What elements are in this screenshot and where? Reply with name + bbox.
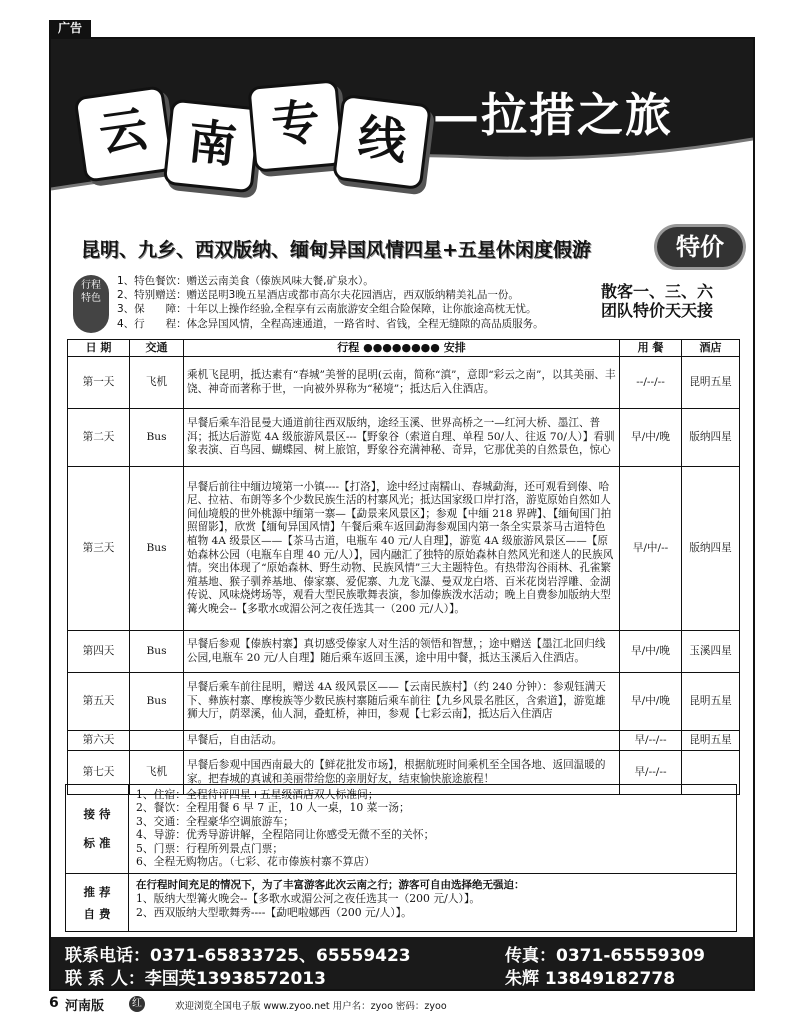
transport-cell [130, 731, 184, 751]
optional-item: 2、西双版纳大型歌舞秀----【勐吧啦娜西（200 元/人）】。 [136, 906, 412, 919]
plan-cell: 早餐后，自由活动。 [184, 731, 620, 751]
meal-cell: 早/中/晚 [620, 409, 682, 467]
service-standard-block [65, 784, 737, 874]
table-row [68, 731, 740, 751]
features-list [117, 274, 544, 331]
person-contact: 李国英13938572013 [144, 969, 326, 989]
optional-list [136, 878, 525, 920]
fax-label: 传真： [505, 946, 556, 966]
optional-label-line: 推 荐 [83, 884, 111, 899]
transport-cell: Bus [130, 673, 184, 731]
plan-cell: 乘机飞昆明，抵达素有“春城”美誉的昆明(云南，简称“滇”，意即“彩云之南”，以其美丽、丰饶、神奇而著称于世，一向被外界称为“秘境”；抵达后入住酒店。 [184, 357, 620, 409]
banner [51, 39, 753, 215]
header-plan: 行程 ●●●●●●●● 安排 [184, 340, 620, 357]
plan-cell: 早餐后参观【傣族村寨】真切感受傣家人对生活的领悟和智慧，；途中赠送【墨江北回归线公园,电瓶车 20 元/人自理】随后乘车返回玉溪，途中用中餐，抵达玉溪后入住酒店。 [184, 631, 620, 673]
feature-item: 3、保 障：十年以上操作经验,全程享有云南旅游安全组合险保障，让你旅途高枕无忧。 [117, 303, 537, 316]
optional-intro: 在行程时间充足的情况下，为了丰富游客此次云南之行；游客可自由选择绝无强迫： [136, 879, 525, 891]
optional-item: 1、版纳大型篝火晚会--【多歌水或湄公河之夜任选其一（200 元/人）】。 [136, 892, 481, 905]
departure-info [601, 282, 713, 320]
table-row [68, 467, 740, 631]
plan-cell: 早餐后前往中缅边境第一小镇----【打洛】，途中经过南糯山、春城勐海，还可观看到傣、哈尼、拉祜、布朗等多个少数民族生活的村寨风光；抵达国家级口岸打洛，游览原始自然如人间仙境般的世外桃源中缅第一寨—【勐景来风景区】；参观【中缅 218 界碑】、【缅甸国门拍照留影】，欣赏【缅甸异国风情】午餐后乘车返回勐海参观国内第一条全实景茶马古道特色植物 4A 级景区——【茶马古道，电瓶车 40 元/人自理】，游览 4A 级旅游风景区——【原始森林公园（电瓶车自理 40 元/人）】，园内融汇了独特的原始森林自然风光和迷人的民族风情。突出体现了“原始森林、野生动物、民族风情”三大主题特色。有热带沟谷雨林、孔雀繁殖基地、猴子驯养基地、傣家寨、爱伲寨、九龙飞瀑、曼双龙白塔、百米花岗岩浮雕、金湖传说、风味烧烤场等，观看大型民族歌舞表演，参加傣族泼水活动；晚上自费参加版纳大型篝火晚会--【多歌水或湄公河之夜任选其一（200 元/人）】。 [184, 467, 620, 631]
edition-name: 河南版 [65, 999, 105, 1014]
day-cell: 第四天 [68, 631, 130, 673]
feature-item: 4、行 程：体念异国风情，全程高速通道，一路省时、省钱，全程无缝隙的高品质服务。 [117, 317, 544, 330]
day-cell: 第五天 [68, 673, 130, 731]
phone-line [65, 941, 411, 966]
title-char-tile: 南 [163, 99, 261, 194]
second-contact: 朱辉 13849182778 [505, 969, 676, 989]
standard-list [136, 788, 434, 868]
day-cell: 第一天 [68, 357, 130, 409]
person-label: 联 系 人： [65, 969, 145, 989]
fax-line [505, 941, 705, 966]
header-date: 日 期 [68, 340, 130, 357]
table-row [68, 631, 740, 673]
table-row [68, 357, 740, 409]
optional-label [66, 874, 129, 931]
page-footer [49, 994, 755, 1016]
meal-cell: 早/中/晚 [620, 673, 682, 731]
meal-cell: --/--/-- [620, 357, 682, 409]
title-char-tile: 线 [332, 94, 432, 190]
standard-item: 6、全程无购物店。（七彩、花市傣族村寨不算店） [136, 855, 375, 869]
meal-cell: 早/--/-- [620, 751, 682, 795]
standard-item: 3、交通：全程豪华空调旅游车； [136, 814, 295, 828]
hotel-cell: 昆明五星 [682, 357, 740, 409]
table-row [68, 673, 740, 731]
contact-bar [51, 937, 753, 989]
day-cell: 第七天 [68, 751, 130, 795]
plan-cell: 早餐后参观中国西南最大的【鲜花批发市场】，根据航班时间乘机至全国各地、返回温暖的家。把春城的真诚和美丽带给您的亲朋好友，结束愉快旅途旅程！ [184, 751, 620, 795]
itinerary-table [67, 339, 740, 795]
standard-item: 1、住宿：全程待评四星+五星级酒店双人标准间； [136, 788, 379, 801]
standard-label-line: 接 待 [83, 806, 111, 821]
special-price-badge: 特价 [657, 227, 743, 267]
hotel-cell: 版纳四星 [682, 467, 740, 631]
route-title: 昆明、九乡、西双版纳、缅甸异国风情四星+五星休闲度假游 [81, 239, 591, 261]
optional-expense-block [65, 874, 737, 932]
standard-item: 5、门票：行程所列景点门票； [136, 841, 284, 855]
phone-label: 联系电话： [65, 946, 150, 966]
transport-cell: Bus [130, 467, 184, 631]
hotel-cell: 玉溪四星 [682, 631, 740, 673]
feature-item: 1、特色餐饮：赠送云南美食（傣族风味大餐,矿泉水）。 [117, 275, 374, 287]
standard-label [66, 785, 129, 873]
phone-number: 0371-65833725、65559423 [150, 946, 411, 966]
plan-cell: 早餐后乘车前往昆明，赠送 4A 级风景区——【云南民族村】（约 240 分钟）：参观钰满天下、彝族村寨、摩梭族等少数民族村寨随后乘车前往【九乡风景名胜区，含索道】，游览雄狮大厅，荫翠溪，仙人洞，叠虹桥，神田，参观【七彩云南】，抵达后入住酒店 [184, 673, 620, 731]
meal-cell: 早/中/晚 [620, 631, 682, 673]
meal-cell: 早/中/-- [620, 467, 682, 631]
page-number: 6 [49, 995, 59, 1011]
feature-item: 2、特别赠送：赠送昆明3晚五星酒店或都市高尔夫花园酒店，西双版纳精美礼品一份。 [117, 289, 519, 302]
scatter-departures: 散客一、三、六 [601, 282, 714, 301]
transport-cell: 飞机 [130, 751, 184, 795]
transport-cell: Bus [130, 409, 184, 467]
plan-cell: 早餐后乘车沿昆曼大通道前往西双版纳，途经玉溪、世界高桥之一—红河大桥、墨江、普洱；抵达后游览 4A 级旅游风景区---【野象谷（索道自理、单程 50/人、往返 70/人）】看驯象表演、百鸟园、蝴蝶园、树上旅馆，野象谷充满神秘、奇异，它那优美的自然景色，惊心 [184, 409, 620, 467]
features-badge-line: 特色 [81, 293, 101, 304]
optional-label-line: 自 费 [83, 906, 111, 921]
transport-cell: Bus [130, 631, 184, 673]
header-meal: 用 餐 [620, 340, 682, 357]
table-header-row [68, 340, 740, 357]
header-transport: 交通 [130, 340, 184, 357]
title-char-tile: 专 [247, 79, 344, 173]
ad-tag: 广告 [49, 20, 91, 37]
meal-cell: 早/--/-- [620, 731, 682, 751]
day-cell: 第三天 [68, 467, 130, 631]
team-departures: 团队特价天天接 [601, 301, 714, 320]
hotel-cell: 昆明五星 [682, 731, 740, 751]
person-line [65, 964, 326, 989]
standard-item: 2、餐饮：全程用餐 6 早 7 正，10 人一桌，10 菜一汤； [136, 801, 410, 815]
website-info: 欢迎浏览全国电子版 www.zyoo.net 用户名：zyoo 密码：zyoo [175, 1001, 447, 1012]
banner-subtitle: —拉措之旅 [433, 88, 673, 142]
title-char-tile: 云 [73, 85, 174, 183]
features-badge [73, 275, 109, 333]
standard-label-line: 标 准 [83, 836, 111, 850]
hotel-cell: 昆明五星 [682, 673, 740, 731]
standard-item: 4、导游：优秀导游讲解，全程陪同让你感受无微不至的关怀； [136, 828, 435, 842]
hotel-cell: 版纳四星 [682, 409, 740, 467]
day-cell: 第二天 [68, 409, 130, 467]
edition-badge: 红 [129, 996, 145, 1012]
fax-number: 0371-65559309 [556, 946, 705, 966]
table-row [68, 409, 740, 467]
features-badge-line: 行程 [81, 280, 101, 291]
header-hotel: 酒店 [682, 340, 740, 357]
day-cell: 第六天 [68, 731, 130, 751]
transport-cell: 飞机 [130, 357, 184, 409]
